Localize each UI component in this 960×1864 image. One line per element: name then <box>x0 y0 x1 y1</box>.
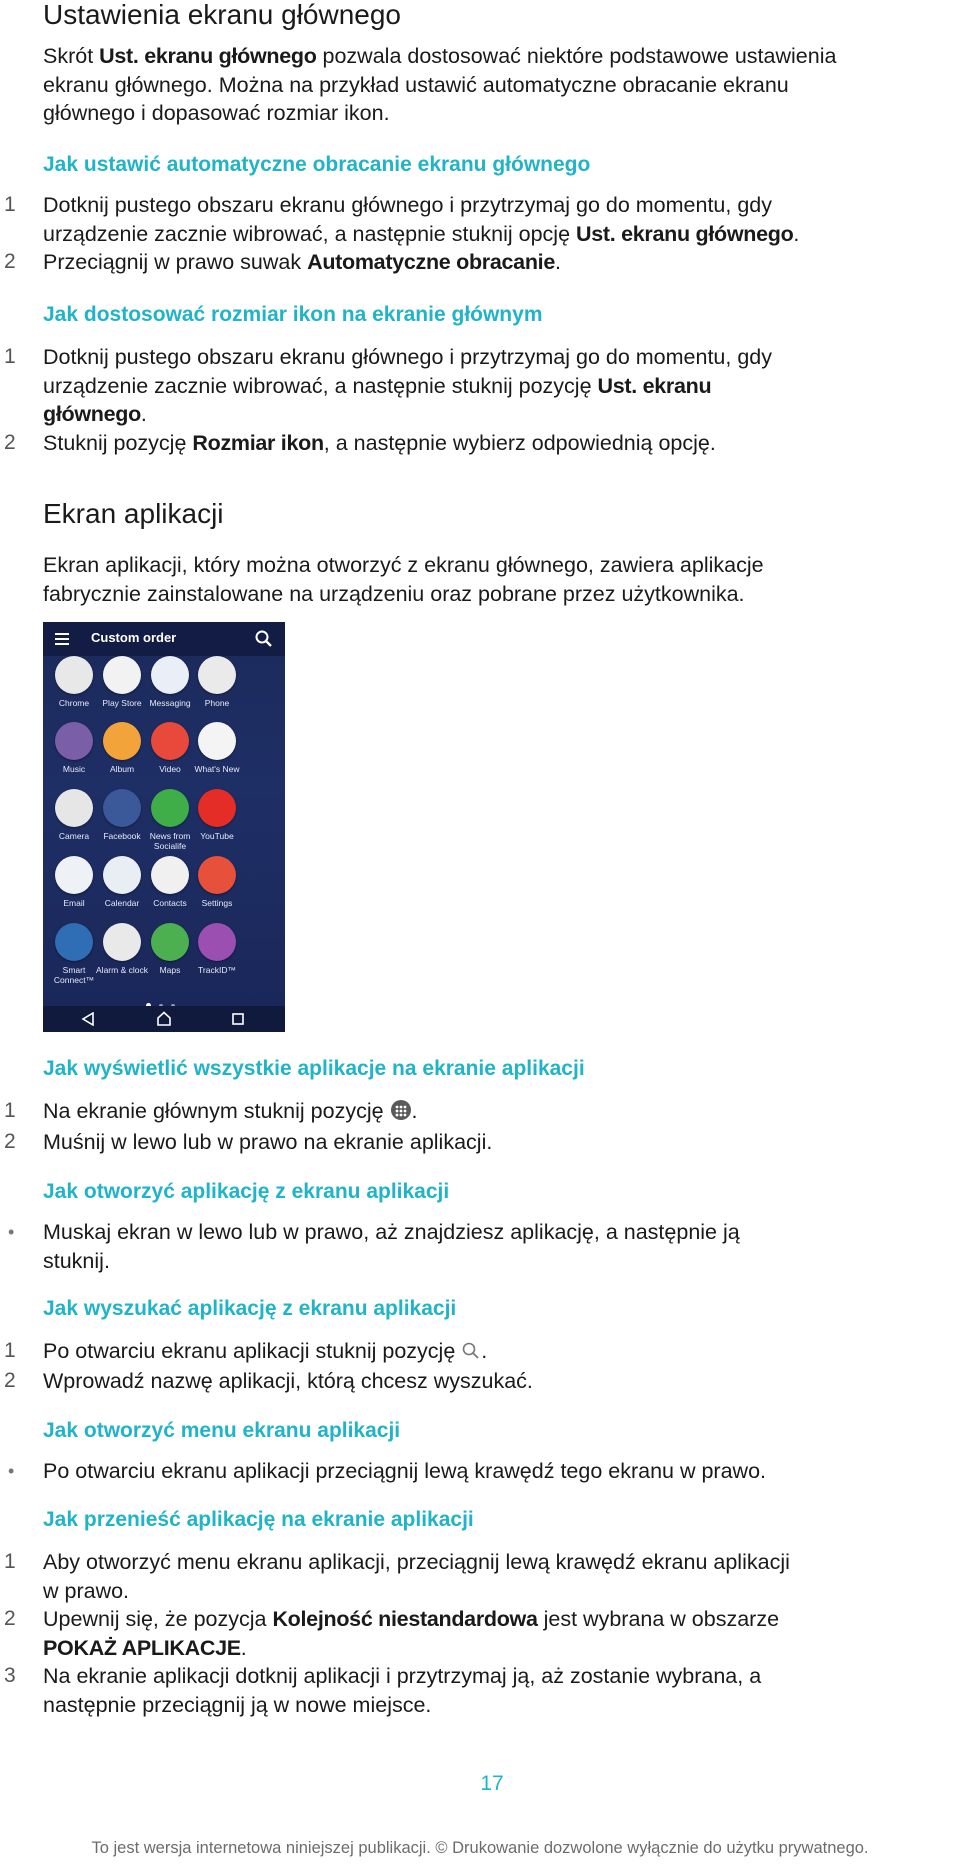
app-label: Settings <box>201 898 233 908</box>
home-icon <box>156 1011 172 1026</box>
step-text: Przeciągnij w prawo suwak Automatyczne obracanie. <box>43 250 561 274</box>
step-text: Upewnij się, że pozycja Kolejność niestandardowa jest wybrana w obszarze POKAŻ APLIKACJE. <box>43 1607 780 1660</box>
step-number: 2 <box>4 1607 16 1630</box>
app-label: Facebook <box>103 831 141 841</box>
step-number: 1 <box>4 1550 16 1573</box>
app-screen-screenshot <box>43 622 285 1032</box>
app-icon <box>198 789 236 827</box>
app-icon <box>151 856 189 894</box>
app-label: Contacts <box>153 898 187 908</box>
search-icon <box>461 1341 481 1361</box>
page-footer: To jest wersja internetowa niniejszej publikacji. © Drukowanie dozwolone wyłącznie do użytku prywatnego. <box>91 1839 869 1857</box>
step-number: 2 <box>4 1130 16 1153</box>
app-label: Email <box>63 898 85 908</box>
app-label: Album <box>109 764 135 774</box>
app-label: TrackID™ <box>198 965 236 975</box>
step-number: 2 <box>4 250 16 273</box>
bullet: • <box>8 1222 15 1242</box>
step-text: Dotknij pustego obszaru ekranu głównego i przytrzymaj go do momentu, gdy urządzenie zacznie wibrować, a następnie stuknij opcję Ust. ekranu głównego. <box>43 193 800 246</box>
step-text: Muśnij w lewo lub w prawo na ekranie aplikacji. <box>43 1130 493 1154</box>
app-label: Chrome <box>58 698 90 708</box>
app-icon <box>198 722 236 760</box>
section-title-home-settings: Ustawienia ekranu głównego <box>43 0 401 30</box>
bullet-text: Muskaj ekran w lewo lub w prawo, aż znajdziesz aplikację, a następnie ją stuknij. <box>43 1220 740 1273</box>
app-icon-tile <box>188 656 246 708</box>
bullet-text: Po otwarciu ekranu aplikacji przeciągnij lewą krawędź tego ekranu w prawo. <box>43 1459 767 1483</box>
app-label: Phone <box>204 698 230 708</box>
app-icon-tile <box>188 923 246 975</box>
app-label: YouTube <box>200 831 234 841</box>
app-icon <box>151 656 189 694</box>
app-label: Maps <box>159 965 181 975</box>
step-text: Stuknij pozycję Rozmiar ikon, a następnie wybierz odpowiednią opcję. <box>43 431 716 455</box>
howto-heading-open-app: Jak otworzyć aplikację z ekranu aplikacji <box>43 1180 450 1203</box>
app-icon <box>55 722 93 760</box>
app-icon-tile <box>188 856 246 908</box>
app-icon <box>103 923 141 961</box>
step-text: Na ekranie głównym stuknij pozycję . <box>43 1099 418 1123</box>
app-screen-header <box>43 622 285 656</box>
step-number: 1 <box>4 193 16 216</box>
step-text: Dotknij pustego obszaru ekranu głównego i przytrzymaj go do momentu, gdy urządzenie zacznie wibrować, a następnie stuknij pozycję Ust. ekranu głównego. <box>43 345 772 426</box>
step-number: 2 <box>4 1369 16 1392</box>
app-icon-tile <box>188 789 246 841</box>
app-label: Music <box>62 764 86 774</box>
app-icon <box>151 789 189 827</box>
section-intro: Ekran aplikacji, który można otworzyć z ekranu głównego, zawiera aplikacje fabrycznie zainstalowane na urządzeniu oraz pobrane przez użytkownika. <box>43 553 764 606</box>
app-icon-tile <box>188 722 246 774</box>
step-number: 1 <box>4 345 16 368</box>
app-icon <box>103 656 141 694</box>
step-number: 3 <box>4 1664 16 1687</box>
step-text: Na ekranie aplikacji dotknij aplikacji i przytrzymaj ją, aż zostanie wybrana, a następnie przeciągnij ją w nowe miejsce. <box>43 1664 762 1717</box>
app-icon <box>103 856 141 894</box>
app-icon <box>198 923 236 961</box>
step-number: 1 <box>4 1339 16 1362</box>
app-label: News from Socialife <box>149 831 191 851</box>
app-icon <box>55 923 93 961</box>
app-icon <box>151 722 189 760</box>
app-label: Calendar <box>104 898 140 908</box>
section-intro: Skrót Ust. ekranu głównego pozwala dostosować niektóre podstawowe ustawienia ekranu głównego. Można na przykład ustawić automatyczne obracanie ekranu głównego i dopasować rozmiar ikon. <box>43 44 837 125</box>
app-icon <box>103 722 141 760</box>
app-icon <box>198 656 236 694</box>
howto-heading-search: Jak wyszukać aplikację z ekranu aplikacji <box>43 1297 457 1320</box>
step-text: Po otwarciu ekranu aplikacji stuknij pozycję . <box>43 1339 488 1363</box>
app-screen-title: Custom order <box>91 630 177 645</box>
app-label: Alarm & clock <box>96 965 148 975</box>
step-text: Aby otworzyć menu ekranu aplikacji, przeciągnij lewą krawędź ekranu aplikacji w prawo. <box>43 1550 790 1603</box>
page-number: 17 <box>480 1772 504 1795</box>
app-icon <box>151 923 189 961</box>
howto-heading-icon-size: Jak dostosować rozmiar ikon na ekranie głównym <box>43 303 543 326</box>
navigation-bar <box>43 1006 285 1032</box>
app-label: Smart Connect™ <box>53 965 95 985</box>
app-icon <box>55 789 93 827</box>
app-label: Messaging <box>149 698 191 708</box>
howto-heading-rotate: Jak ustawić automatyczne obracanie ekranu głównego <box>43 153 591 176</box>
app-label: Video <box>159 764 181 774</box>
menu-icon <box>55 633 71 645</box>
howto-heading-open-menu: Jak otworzyć menu ekranu aplikacji <box>43 1419 401 1442</box>
app-label: Camera <box>58 831 90 841</box>
app-icon <box>198 856 236 894</box>
recent-apps-icon <box>231 1012 245 1026</box>
app-icon <box>55 656 93 694</box>
search-icon <box>255 630 273 648</box>
step-number: 1 <box>4 1099 16 1122</box>
app-screen-icon <box>390 1099 412 1121</box>
back-icon <box>81 1012 95 1026</box>
bullet: • <box>8 1461 15 1481</box>
howto-heading-show-all: Jak wyświetlić wszystkie aplikacje na ekranie aplikacji <box>43 1057 585 1080</box>
app-label: What's New <box>194 764 240 774</box>
step-text: Wprowadź nazwę aplikacji, którą chcesz wyszukać. <box>43 1369 533 1393</box>
howto-heading-move-app: Jak przenieść aplikację na ekranie aplikacji <box>43 1508 474 1531</box>
section-title-app-screen: Ekran aplikacji <box>43 498 224 529</box>
step-number: 2 <box>4 431 16 454</box>
app-label: Play Store <box>102 698 142 708</box>
app-icon <box>55 856 93 894</box>
app-icon <box>103 789 141 827</box>
